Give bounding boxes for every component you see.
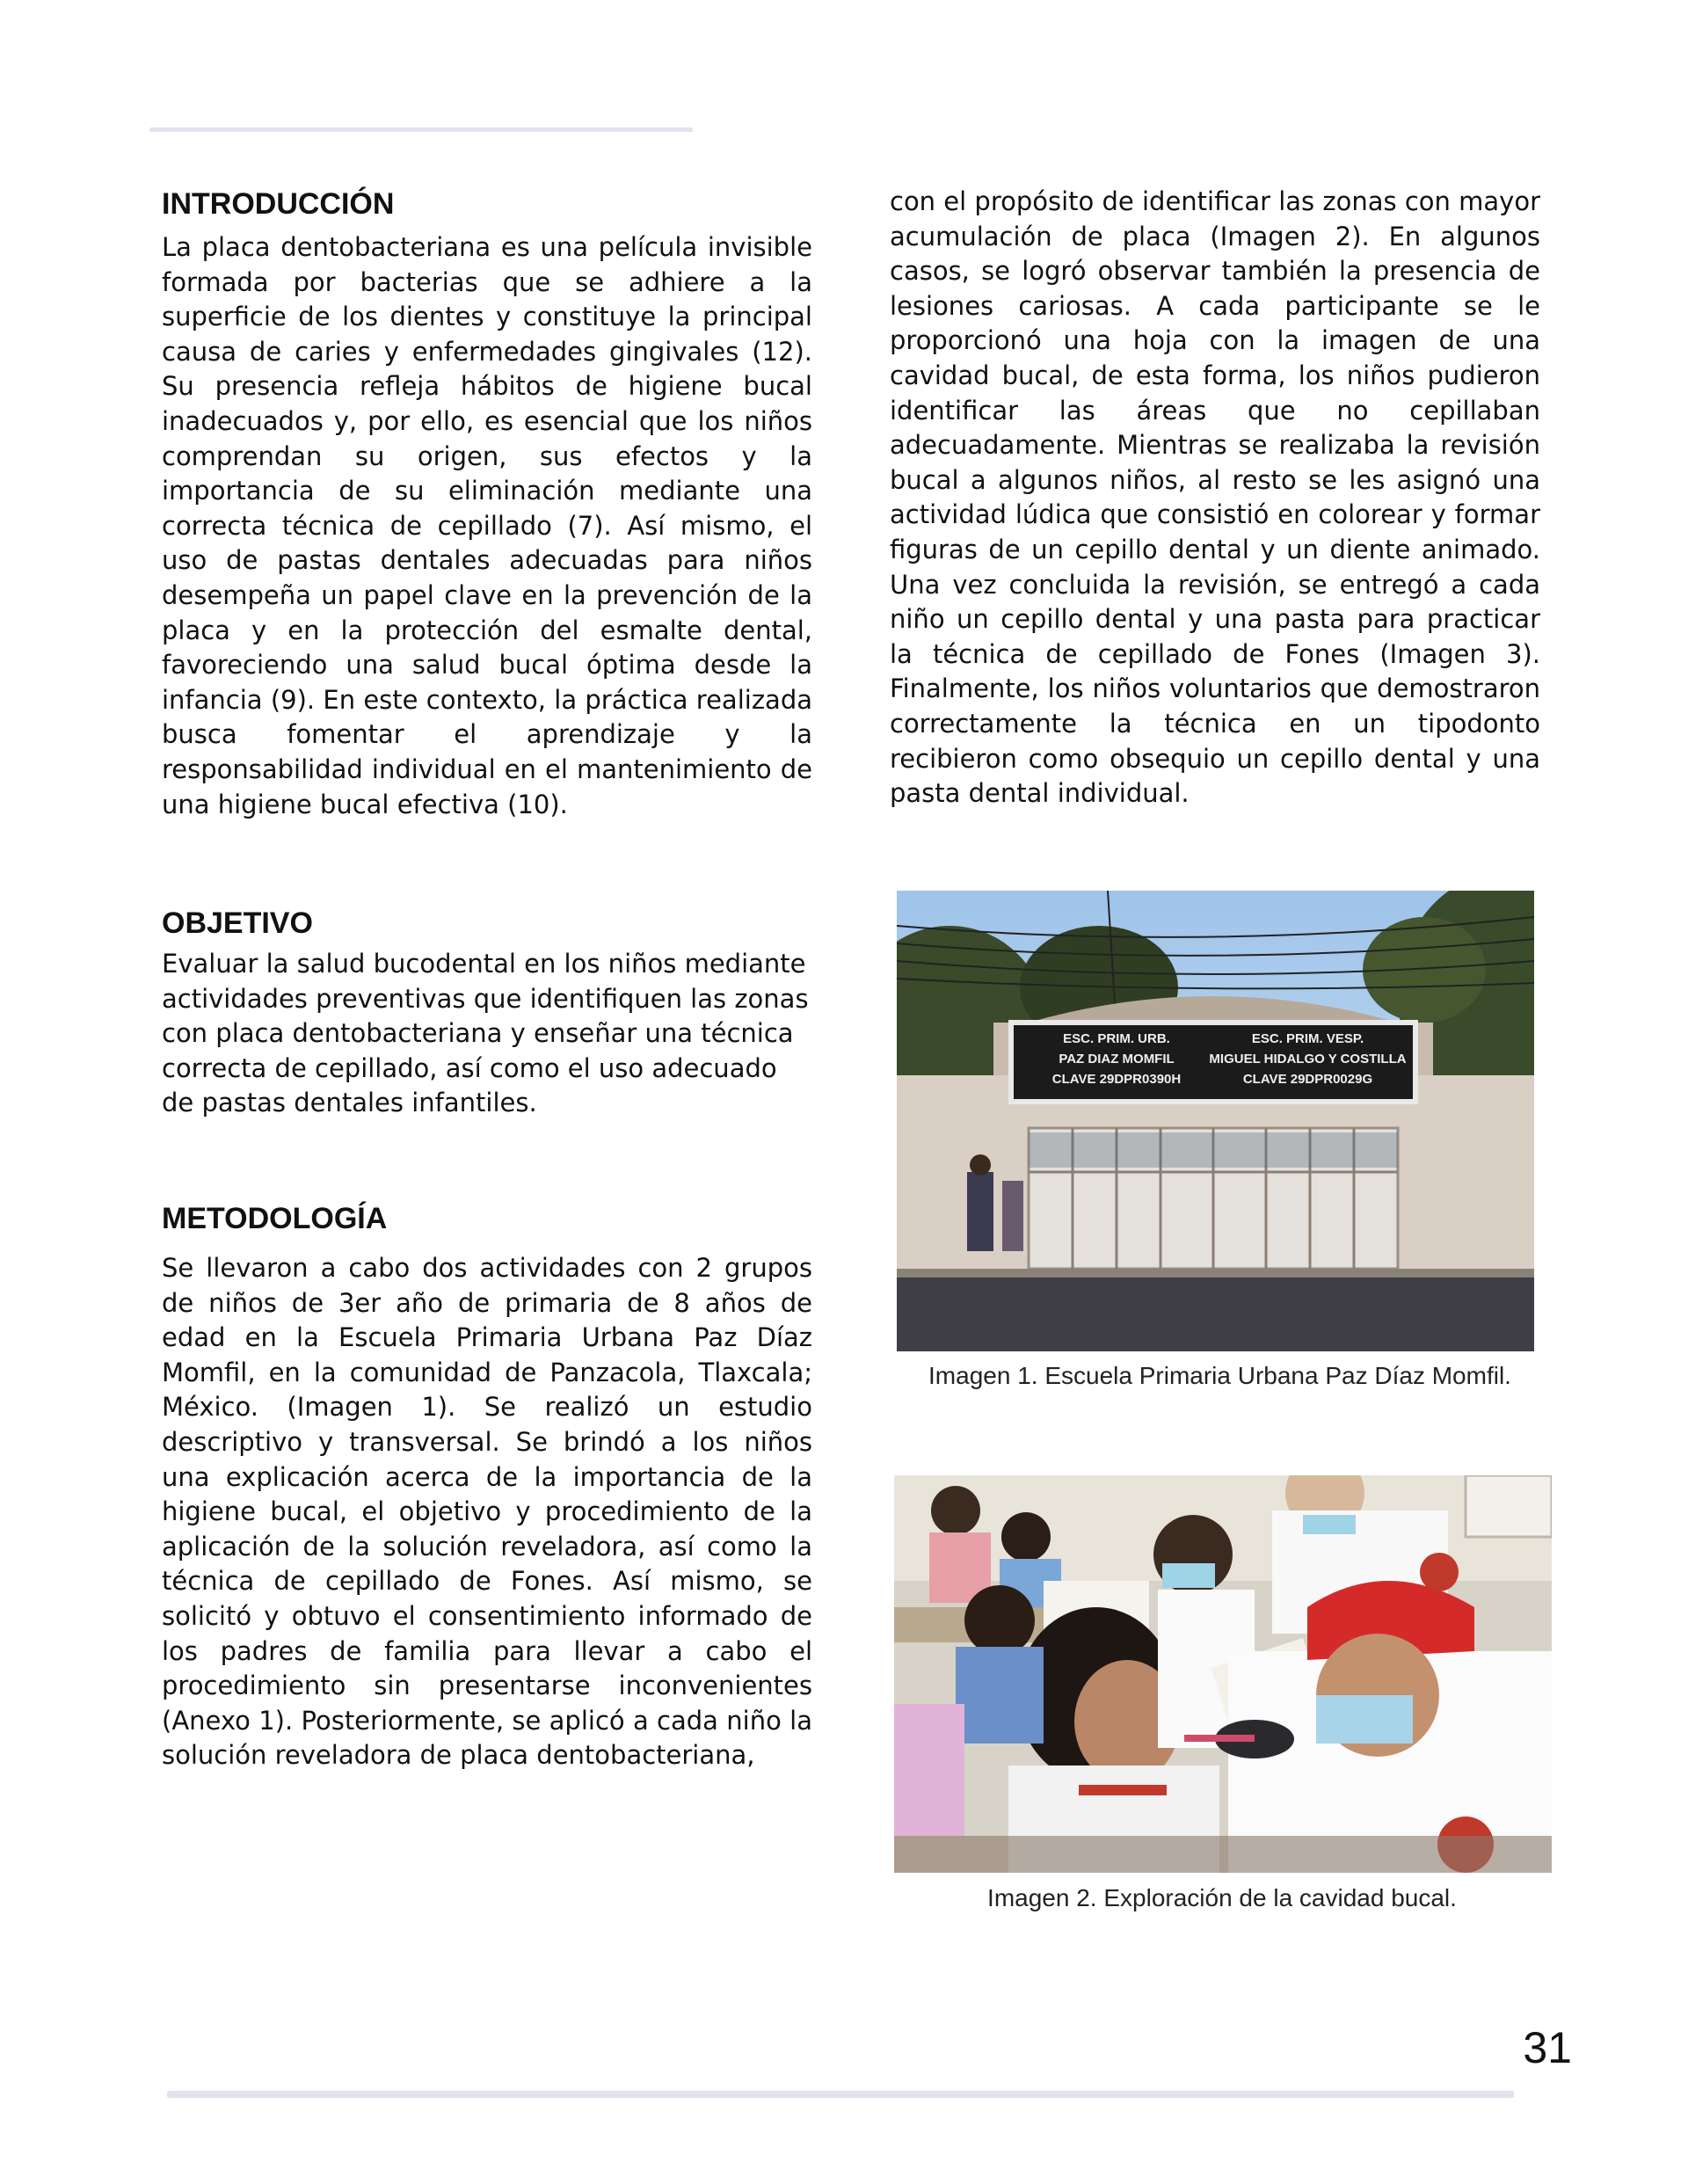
objetivo-paragraph: Evaluar la salud bucodental en los niños mediante actividades preventivas que identifiquen las zonas con placa dentobacteriana y enseñar una técnica correcta de cepillado, así como el uso adecuado de pastas dentales infantiles. [162, 949, 809, 1118]
page-number: 31 [1523, 2023, 1572, 2072]
figure-2-caption: Imagen 2. Exploración de la cavidad bucal. [987, 1884, 1457, 1911]
figure-2-photo [894, 1475, 1552, 1873]
sign-left-line-2: PAZ DIAZ MOMFIL [1059, 1052, 1175, 1067]
sign-right-line-3: CLAVE 29DPR0029G [1242, 1072, 1373, 1087]
sign-left-line-3: CLAVE 29DPR0390H [1051, 1072, 1182, 1087]
sign-right-line-1: ESC. PRIM. VESP. [1251, 1031, 1364, 1046]
continuation-paragraph: con el propósito de identificar las zonas con mayor acumulación de placa (Imagen 2). En algunos casos, se logró observar también la presencia de lesiones cariosas. A cada participante se le proporcionó una hoja con la imagen de una cavidad bucal, de esta forma, los niños pudieron identificar las áreas que no cepillaban adecuadamente. Mientras se realizaba la revisión bucal a algunos niños, al resto se les asignó una actividad lúdica que consistió en colorear y formar figuras de un cepillo dental y un diente animado. Una vez concluida la revisión, se entregó a cada niño un cepillo dental y una pasta para practicar la técnica de cepillado de Fones (Imagen 3). Finalmente, los niños voluntarios que demostraron correctamente la técnica en un tipodonto recibieron como obsequio un cepillo dental y una pasta dental individual. [890, 186, 1540, 809]
figure-1-caption: Imagen 1. Escuela Primaria Urbana Paz Díaz Momfil. [928, 1362, 1511, 1389]
footer-rule [167, 2091, 1514, 2098]
school-facade-illustration [897, 891, 1534, 1351]
header-rule [149, 127, 693, 132]
objetivo-heading: OBJETIVO [162, 906, 313, 940]
intro-heading: INTRODUCCIÓN [162, 187, 395, 221]
oral-exam-illustration [894, 1475, 1552, 1873]
figure-1-photo [897, 891, 1534, 1351]
sign-right [1204, 1029, 1411, 1089]
sign-left [1029, 1029, 1204, 1089]
sign-left-line-1: ESC. PRIM. URB. [1063, 1031, 1170, 1046]
sign-right-line-2: MIGUEL HIDALGO Y COSTILLA [1209, 1052, 1407, 1067]
metodologia-heading: METODOLOGÍA [162, 1202, 388, 1235]
metodologia-paragraph: Se llevaron a cabo dos actividades con 2 grupos de niños de 3er año de primaria de 8 años de edad en la Escuela Primaria Urbana Paz Díaz Momfil, en la comunidad de Panzacola, Tlaxcala; México. (Imagen 1). Se realizó un estudio descriptivo y transversal. Se brindó a los niños una explicación acerca de la importancia de la higiene bucal, el objetivo y procedimiento de la aplicación de la solución reveladora, así como la técnica de cepillado de Fones. Así mismo, se solicitó y obtuvo el consentimiento informado de los padres de familia para llevar a cabo el procedimiento sin presentarse inconvenientes (Anexo 1). Posteriormente, se aplicó a cada niño la solución reveladora de placa dentobacteriana, [162, 1253, 812, 1771]
intro-paragraph: La placa dentobacteriana es una película invisible formada por bacterias que se adhiere a la superficie de los dientes y constituye la principal causa de caries y enfermedades gingivales (12). Su presencia refleja hábitos de higiene bucal inadecuados y, por ello, es esencial que los niños comprendan su origen, sus efectos y la importancia de su eliminación mediante una correcta técnica de cepillado (7). Así mismo, el uso de pastas dentales adecuadas para niños desempeña un papel clave en la prevención de la placa y en la protección del esmalte dental, favoreciendo una salud bucal óptima desde la infancia (9). En este contexto, la práctica realizada busca fomentar el aprendizaje y la responsabilidad individual en el mantenimiento de una higiene bucal efectiva (10). [162, 232, 812, 819]
